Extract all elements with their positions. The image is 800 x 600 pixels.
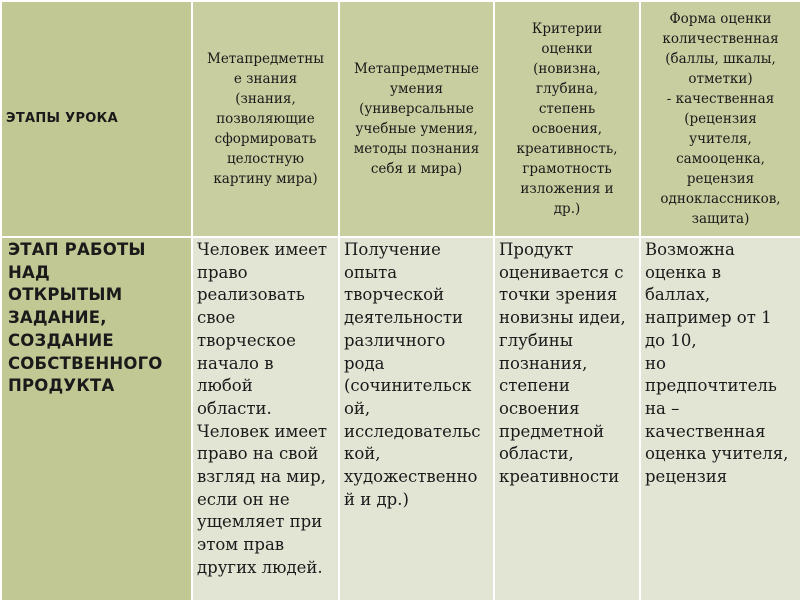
cell-stage-text: ЭТАП РАБОТЫ НАД ОТКРЫТЫМ ЗАДАНИЕ, СОЗДАНИЕ СОБСТВЕННОГО ПРОДУКТА — [8, 240, 163, 396]
header-metasubject-skills-text: Метапредметные умения (универсальные учебные умения, методы познания себя и мира) — [353, 61, 480, 177]
cell-criteria — [494, 237, 640, 600]
cell-assessment-form — [640, 237, 800, 600]
cell-knowledge-text: Человек имеет право реализовать свое творческое начало в любой области. Человек имеет право на свой взгляд на мир, если он не ущемляет при этом прав других людей. — [197, 240, 328, 577]
header-stages — [1, 1, 192, 237]
cell-knowledge — [192, 237, 339, 600]
header-metasubject-knowledge-text: Метапредметны е знания (знания, позволяющие сформировать целостную картину мира) — [207, 51, 324, 187]
cell-skills — [339, 237, 494, 600]
header-criteria — [494, 1, 640, 237]
table-header-row — [1, 1, 800, 237]
header-metasubject-skills — [339, 1, 494, 237]
table-row — [1, 237, 800, 600]
header-assessment-form — [640, 1, 800, 237]
header-metasubject-knowledge — [192, 1, 339, 237]
header-stages-text: ЭТАПЫ УРОКА — [6, 111, 118, 126]
cell-assessment-form-text: Возможна оценка в баллах, например от 1 до 10, но предпочтитель на – качественная оценка учителя, рецензия — [645, 240, 789, 487]
header-assessment-form-text: Форма оценки количественная (баллы, шкалы, отметки) - качественная (рецензия учителя, самооценка, рецензия одноклассников, защита) — [660, 11, 781, 227]
cell-stage — [1, 237, 192, 600]
cell-criteria-text: Продукт оценивается с точки зрения новизны идеи, глубины познания, степени освоения предметной области, креативности — [499, 240, 626, 487]
cell-skills-text: Получение опыта творческой деятельности различного рода (сочинительск ой, исследовательс кой, художественно й и др.) — [344, 240, 481, 509]
header-criteria-text: Критерии оценки (новизна, глубина, степень освоения, креативность, грамотность изложения и др.) — [516, 21, 618, 217]
